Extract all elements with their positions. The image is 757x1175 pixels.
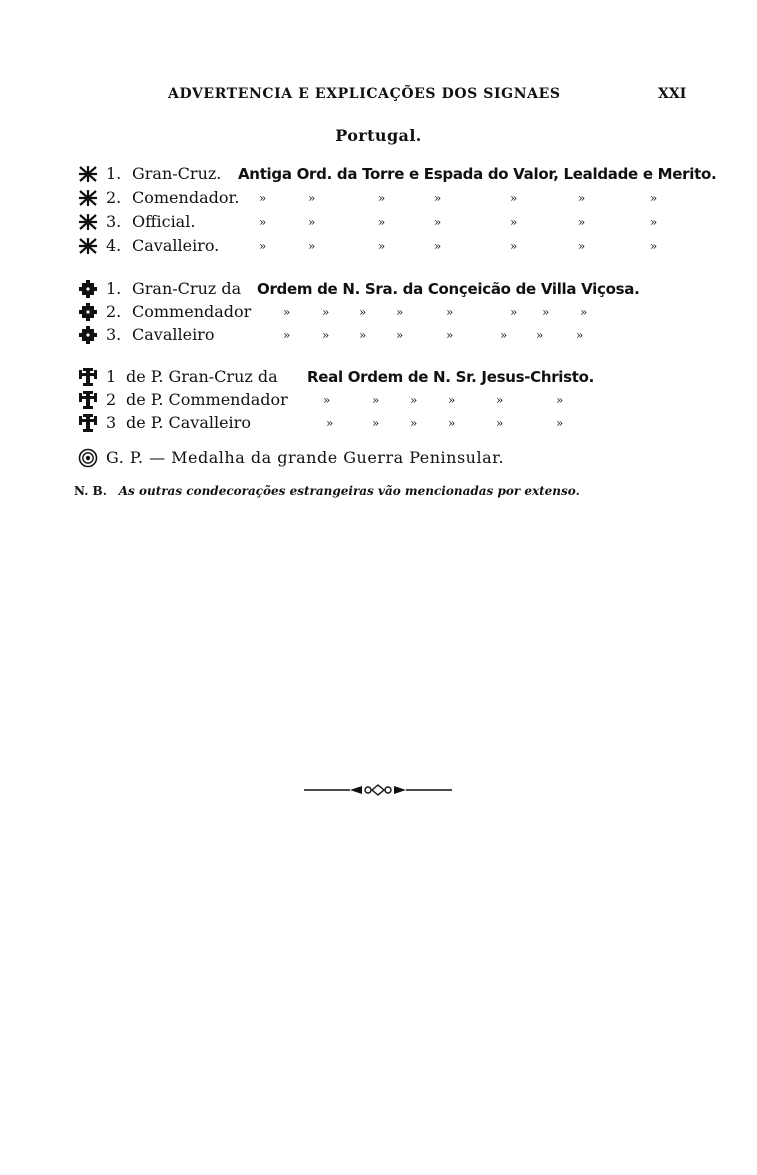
- torre-espada-cross-icon: [76, 164, 100, 184]
- ditto-mark: »: [650, 191, 658, 205]
- footnote-text: As outras condecorações estrangeiras vão mencionadas por extenso.: [118, 484, 580, 498]
- ditto-mark: »: [500, 328, 508, 342]
- ditto-mark: »: [496, 393, 504, 407]
- list-item: [76, 388, 716, 412]
- ditto-mark: »: [396, 328, 404, 342]
- medal-label: G. P. — Medalha da grande Guerra Peninsular.: [106, 448, 505, 467]
- entry-number: 1.: [106, 279, 122, 298]
- ditto-mark: »: [496, 416, 504, 430]
- ditto-mark: »: [434, 191, 442, 205]
- ditto-mark: »: [359, 305, 367, 319]
- ditto-mark: »: [259, 215, 267, 229]
- list-item: [76, 300, 716, 324]
- ditto-mark: »: [359, 328, 367, 342]
- torre-espada-cross-icon: [76, 188, 100, 208]
- ditto-mark: »: [580, 305, 588, 319]
- ditto-mark: »: [578, 239, 586, 253]
- entry-number: 4.: [106, 236, 122, 255]
- ditto-mark: »: [259, 239, 267, 253]
- ditto-mark: »: [410, 416, 418, 430]
- christ-cross-icon: [76, 367, 100, 387]
- ditto-mark: »: [510, 191, 518, 205]
- ditto-mark: »: [378, 239, 386, 253]
- ditto-mark: »: [322, 305, 330, 319]
- entry-number: 2: [106, 390, 117, 409]
- entry-number: 3.: [106, 325, 122, 344]
- ditto-mark: »: [396, 305, 404, 319]
- entry-label: Comendador.: [132, 188, 240, 207]
- ditto-mark: »: [446, 305, 454, 319]
- list-item: [76, 210, 716, 234]
- ditto-mark: »: [578, 215, 586, 229]
- ditto-mark: »: [283, 305, 291, 319]
- ditto-mark: »: [542, 305, 550, 319]
- section-title: Portugal.: [335, 126, 422, 145]
- conceicao-cross-icon: [76, 279, 100, 299]
- page-header-title: ADVERTENCIA E EXPLICAÇÕES DOS SIGNAES: [168, 86, 561, 102]
- ditto-mark: »: [650, 239, 658, 253]
- entry-number: 2.: [106, 302, 122, 321]
- entry-number: 1.: [106, 164, 122, 183]
- christ-cross-icon: [76, 390, 100, 410]
- entry-label: Gran-Cruz da: [132, 279, 242, 298]
- ditto-mark: »: [308, 239, 316, 253]
- ditto-mark: »: [410, 393, 418, 407]
- torre-espada-cross-icon: [76, 212, 100, 232]
- medal-circle-icon: [76, 448, 100, 468]
- ditto-mark: »: [556, 416, 564, 430]
- ditto-mark: »: [448, 416, 456, 430]
- ditto-mark: »: [510, 239, 518, 253]
- ditto-mark: »: [378, 215, 386, 229]
- entry-label: de P. Gran-Cruz da: [126, 367, 278, 386]
- entry-label: Gran-Cruz.: [132, 164, 222, 183]
- ditto-mark: »: [378, 191, 386, 205]
- list-item: [76, 411, 716, 435]
- footnote-label: N. B.: [74, 484, 107, 498]
- ditto-mark: »: [578, 191, 586, 205]
- ditto-mark: »: [323, 393, 331, 407]
- ditto-mark: »: [259, 191, 267, 205]
- entry-label: Cavalleiro: [132, 325, 215, 344]
- entry-label: Official.: [132, 212, 196, 231]
- christ-cross-icon: [76, 413, 100, 433]
- page-number: XXI: [658, 86, 687, 102]
- list-item: [76, 162, 716, 186]
- tailpiece-ornament-icon: [304, 782, 452, 798]
- ditto-mark: »: [283, 328, 291, 342]
- ditto-mark: »: [448, 393, 456, 407]
- ditto-mark: »: [510, 305, 518, 319]
- ditto-mark: »: [576, 328, 584, 342]
- list-item: [76, 365, 716, 389]
- entry-number: 3.: [106, 212, 122, 231]
- conceicao-cross-icon: [76, 325, 100, 345]
- torre-espada-cross-icon: [76, 236, 100, 256]
- ditto-mark: »: [536, 328, 544, 342]
- entry-label: Cavalleiro.: [132, 236, 220, 255]
- ditto-mark: »: [446, 328, 454, 342]
- ditto-mark: »: [434, 239, 442, 253]
- order-name: Ordem de N. Sra. da Conçeicão de Villa Viçosa.: [257, 280, 640, 298]
- entry-label: de P. Cavalleiro: [126, 413, 251, 432]
- entry-number: 2.: [106, 188, 122, 207]
- running-head: [0, 86, 757, 110]
- ditto-mark: »: [308, 191, 316, 205]
- ditto-mark: »: [556, 393, 564, 407]
- entry-number: 1: [106, 367, 117, 386]
- footnote: [74, 484, 580, 504]
- list-item: [76, 186, 716, 210]
- ditto-mark: »: [326, 416, 334, 430]
- list-item: [76, 446, 716, 470]
- ditto-mark: »: [650, 215, 658, 229]
- entry-label: de P. Commendador: [126, 390, 288, 409]
- conceicao-cross-icon: [76, 302, 100, 322]
- ditto-mark: »: [308, 215, 316, 229]
- ditto-mark: »: [372, 393, 380, 407]
- ditto-mark: »: [434, 215, 442, 229]
- ditto-mark: »: [372, 416, 380, 430]
- list-item: [76, 234, 716, 258]
- order-name: Antiga Ord. da Torre e Espada do Valor, Lealdade e Merito.: [238, 165, 717, 183]
- ditto-mark: »: [322, 328, 330, 342]
- list-item: [76, 277, 716, 301]
- entry-label: Commendador: [132, 302, 252, 321]
- list-item: [76, 323, 716, 347]
- order-name: Real Ordem de N. Sr. Jesus-Christo.: [307, 368, 595, 386]
- entry-number: 3: [106, 413, 117, 432]
- ditto-mark: »: [510, 215, 518, 229]
